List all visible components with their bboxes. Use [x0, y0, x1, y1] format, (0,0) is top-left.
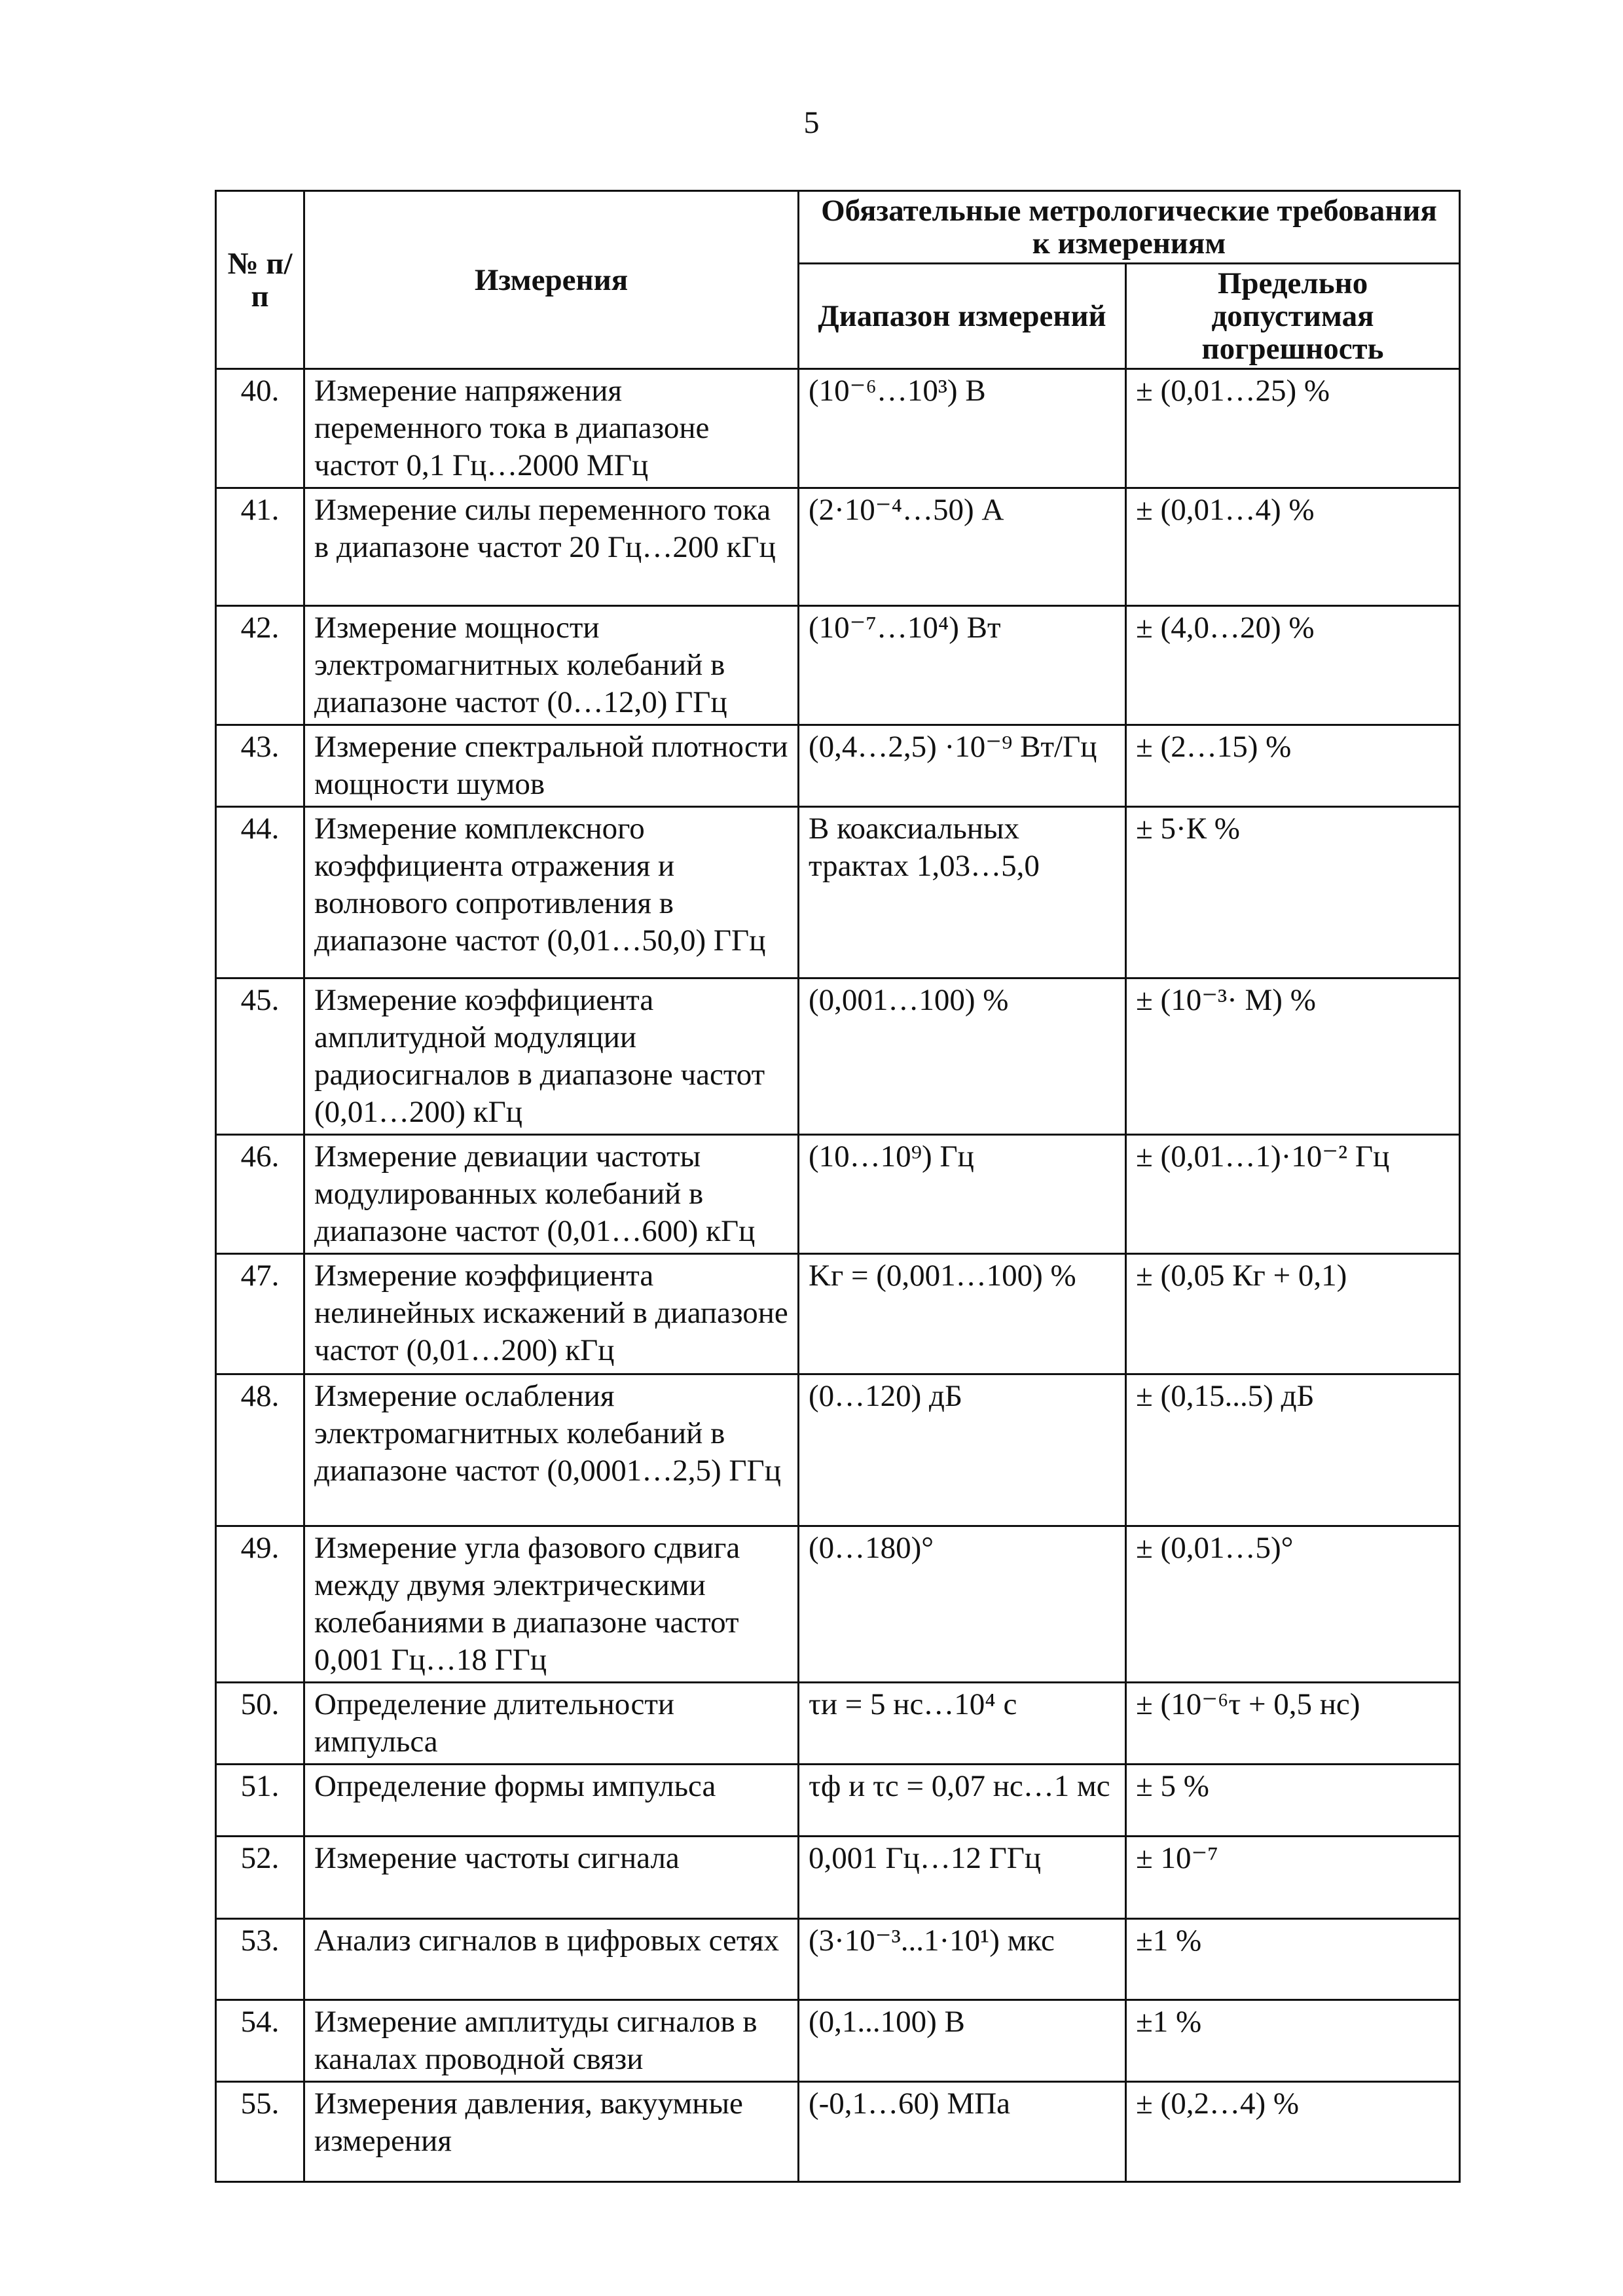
row-number: 44. [216, 807, 304, 978]
measurement-range: (0…180)° [799, 1526, 1126, 1683]
measurement-error: ± 10⁻⁷ [1126, 1837, 1460, 1919]
measurement-name: Анализ сигналов в цифровых сетях [304, 1919, 799, 2000]
measurement-error: ± (10⁻³· М) % [1126, 978, 1460, 1135]
table-row [216, 369, 1460, 488]
measurement-error: ± 5 % [1126, 1765, 1460, 1837]
measurement-range: τф и τс = 0,07 нс…1 мс [799, 1765, 1126, 1837]
measurement-error: ± (0,2…4) % [1126, 2082, 1460, 2182]
table-row [216, 1135, 1460, 1254]
page-number: 5 [803, 105, 820, 140]
row-number: 41. [216, 488, 304, 606]
measurement-name: Определение длительности импульса [304, 1683, 799, 1765]
measurement-range: τи = 5 нс…10⁴ с [799, 1683, 1126, 1765]
measurement-range: (2·10⁻⁴…50) А [799, 488, 1126, 606]
measurement-name: Измерение спектральной плотности мощности шумов [304, 725, 799, 807]
row-number: 42. [216, 606, 304, 725]
table-row [216, 488, 1460, 606]
measurement-range: (-0,1…60) МПа [799, 2082, 1126, 2182]
measurement-error: ±1 % [1126, 1919, 1460, 2000]
measurement-name: Измерение напряжения переменного тока в диапазоне частот 0,1 Гц…2000 МГц [304, 369, 799, 488]
row-number: 55. [216, 2082, 304, 2182]
measurement-name: Измерение частоты сигнала [304, 1837, 799, 1919]
measurement-name: Измерение силы переменного тока в диапазоне частот 20 Гц…200 кГц [304, 488, 799, 606]
header-range: Диапазон измерений [799, 264, 1126, 369]
measurements-table [215, 190, 1461, 2183]
measurement-name: Измерение девиации частоты модулированных колебаний в диапазоне частот (0,01…600) кГц [304, 1135, 799, 1254]
table-row [216, 1765, 1460, 1837]
table-row [216, 1837, 1460, 1919]
header-error: Предельно допустимая погрешность [1126, 264, 1460, 369]
measurement-range: (0…120) дБ [799, 1374, 1126, 1526]
row-number: 45. [216, 978, 304, 1135]
measurement-range: (3·10⁻³...1·10¹) мкс [799, 1919, 1126, 2000]
header-measurements: Измерения [304, 191, 799, 369]
row-number: 40. [216, 369, 304, 488]
row-number: 47. [216, 1254, 304, 1374]
table-row [216, 2082, 1460, 2182]
measurement-name: Измерение коэффициента амплитудной модуляции радиосигналов в диапазоне частот (0,01…200) кГц [304, 978, 799, 1135]
table-row [216, 1374, 1460, 1526]
measurement-range: (10⁻⁶…10³) В [799, 369, 1126, 488]
table-row [216, 1683, 1460, 1765]
measurement-range: (0,4…2,5) ·10⁻⁹ Вт/Гц [799, 725, 1126, 807]
measurement-error: ± (0,05 Кг + 0,1) [1126, 1254, 1460, 1374]
table-row [216, 978, 1460, 1135]
measurement-range: (0,001…100) % [799, 978, 1126, 1135]
row-number: 53. [216, 1919, 304, 2000]
measurement-name: Измерение ослабления электромагнитных колебаний в диапазоне частот (0,0001…2,5) ГГц [304, 1374, 799, 1526]
measurement-range: (0,1...100) В [799, 2000, 1126, 2082]
header-num: № п/п [216, 191, 304, 369]
measurement-range: (10⁻⁷…10⁴) Вт [799, 606, 1126, 725]
measurement-name: Измерение мощности электромагнитных колебаний в диапазоне частот (0…12,0) ГГц [304, 606, 799, 725]
table-row [216, 2000, 1460, 2082]
measurement-name: Измерения давления, вакуумные измерения [304, 2082, 799, 2182]
measurement-error: ± (2…15) % [1126, 725, 1460, 807]
table-row [216, 1919, 1460, 2000]
row-number: 48. [216, 1374, 304, 1526]
row-number: 52. [216, 1837, 304, 1919]
measurement-range: В коаксиальных трактах 1,03…5,0 [799, 807, 1126, 978]
measurement-error: ± (4,0…20) % [1126, 606, 1460, 725]
table-row [216, 1254, 1460, 1374]
measurement-error: ± 5·К % [1126, 807, 1460, 978]
measurement-range: (10…10⁹) Гц [799, 1135, 1126, 1254]
measurement-name: Измерение коэффициента нелинейных искажений в диапазоне частот (0,01…200) кГц [304, 1254, 799, 1374]
row-number: 54. [216, 2000, 304, 2082]
row-number: 51. [216, 1765, 304, 1837]
table-row [216, 606, 1460, 725]
row-number: 50. [216, 1683, 304, 1765]
measurement-name: Измерение комплексного коэффициента отражения и волнового сопротивления в диапазоне частот (0,01…50,0) ГГц [304, 807, 799, 978]
measurement-error: ± (0,01…4) % [1126, 488, 1460, 606]
row-number: 43. [216, 725, 304, 807]
table-row [216, 1526, 1460, 1683]
measurement-error: ±1 % [1126, 2000, 1460, 2082]
measurement-error: ± (10⁻⁶τ + 0,5 нс) [1126, 1683, 1460, 1765]
row-number: 49. [216, 1526, 304, 1683]
measurement-error: ± (0,01…5)° [1126, 1526, 1460, 1683]
table-row [216, 807, 1460, 978]
measurement-name: Измерение амплитуды сигналов в каналах проводной связи [304, 2000, 799, 2082]
measurement-name: Измерение угла фазового сдвига между двумя электрическими колебаниями в диапазоне частот 0,001 Гц…18 ГГц [304, 1526, 799, 1683]
table-row [216, 725, 1460, 807]
measurement-range: Kг = (0,001…100) % [799, 1254, 1126, 1374]
measurement-error: ± (0,15...5) дБ [1126, 1374, 1460, 1526]
measurement-error: ± (0,01…25) % [1126, 369, 1460, 488]
header-requirements: Обязательные метрологические требования к измерениям [799, 191, 1460, 264]
measurement-range: 0,001 Гц…12 ГГц [799, 1837, 1126, 1919]
measurement-name: Определение формы импульса [304, 1765, 799, 1837]
row-number: 46. [216, 1135, 304, 1254]
measurement-error: ± (0,01…1)·10⁻² Гц [1126, 1135, 1460, 1254]
